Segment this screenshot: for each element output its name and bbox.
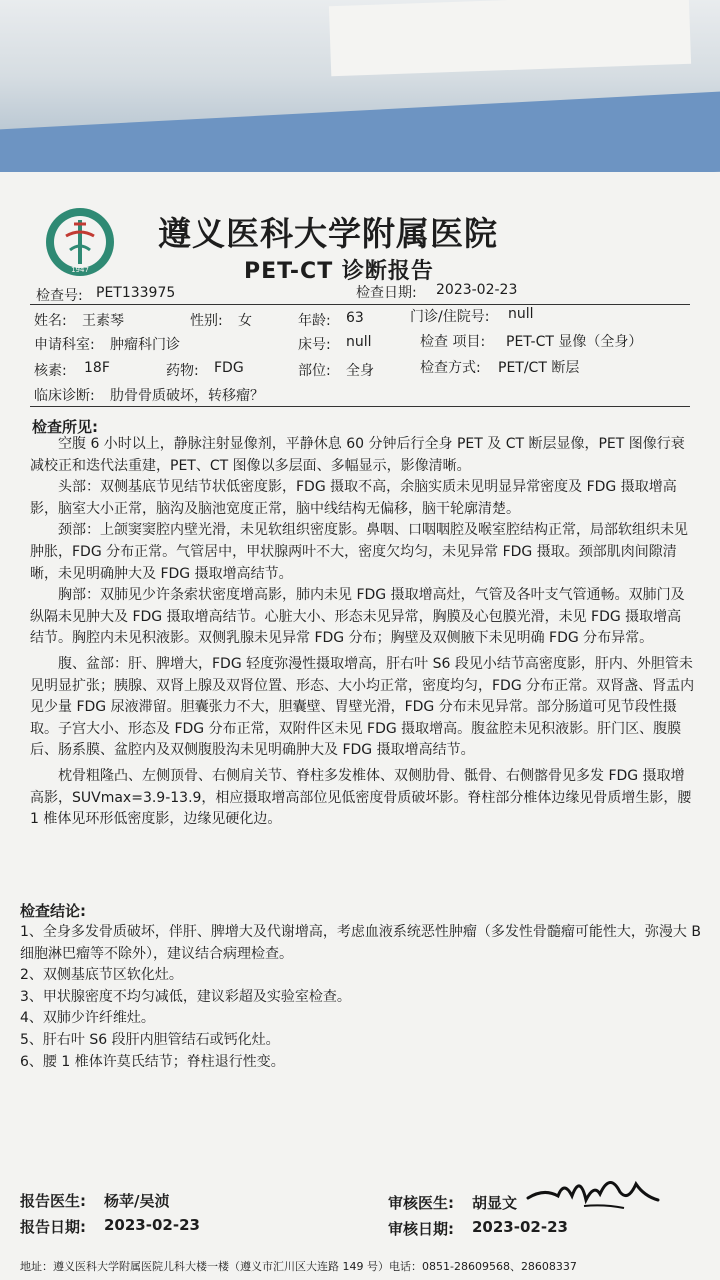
sex-value: 女	[238, 313, 252, 329]
doctor-name: 杨苹/吴浈	[104, 1192, 170, 1210]
conclusion-item: 1、全身多发骨质破坏，伴肝、脾增大及代谢增高，考虑血液系统恶性肿瘤（多发性骨髓瘤可能性大，弥漫大 B 细胞淋巴瘤等不除外），建议结合病理检查。	[20, 924, 701, 962]
nuclide-label: 核素:	[34, 363, 67, 379]
bed-label: 床号:	[298, 337, 331, 353]
clinic-value: null	[508, 306, 534, 322]
drug-value: FDG	[214, 360, 244, 376]
findings-body	[30, 434, 695, 831]
conclusion-heading: 检查结论:	[20, 902, 86, 920]
hospital-logo	[44, 206, 116, 278]
method-value: PET/CT 断层	[498, 360, 580, 376]
diagnosis-label: 临床诊断:	[34, 388, 95, 404]
item-value: PET-CT 显像（全身）	[506, 334, 643, 350]
exam-no-value: PET133975	[96, 285, 176, 301]
conclusion-item: 5、肝右叶 S6 段肝内胆管结石或钙化灶。	[20, 1031, 280, 1048]
item-label: 检查 项目:	[420, 334, 486, 350]
findings-heading: 检查所见:	[32, 418, 98, 436]
conclusion-item: 6、腰 1 椎体许莫氏结节；脊柱退行性变。	[20, 1053, 285, 1070]
age-value: 63	[346, 310, 364, 326]
reviewer-name: 胡显文	[472, 1194, 518, 1212]
dept-value: 肿瘤科门诊	[110, 337, 180, 353]
review-date-value: 2023-02-23	[472, 1218, 568, 1236]
review-date-label: 审核日期:	[388, 1220, 454, 1238]
dept-label: 申请科室:	[34, 337, 95, 353]
age-label: 年龄:	[298, 313, 331, 329]
conclusion-item: 2、双侧基底节区软化灶。	[20, 967, 183, 984]
name-label: 姓名:	[34, 313, 67, 329]
findings-head: 头部：双侧基底节见结节状低密度影，FDG 摄取不高，余脑实质未见明显异常密度及 FDG 摄取增高影，脑室大小正常，脑沟及脑池宽度正常，脑中线结构无偏移，脑干轮廓清楚。	[30, 479, 677, 517]
exam-date-label: 检查日期:	[356, 285, 417, 301]
header-divider	[30, 304, 690, 305]
logo-year-text: 1947	[71, 266, 89, 274]
findings-bone: 枕骨粗隆凸、左侧顶骨、右侧肩关节、脊柱多发椎体、双侧肋骨、骶骨、右侧髂骨见多发 FDG 摄取增高影，SUVmax=3.9-13.9，相应摄取增高部位见低密度骨质破坏影。脊柱部分椎体边缘见骨质增生影，腰 1 椎体见环形低密度影，边缘见硬化边。	[30, 767, 692, 828]
name-value: 王素琴	[82, 313, 124, 329]
nuclide-value: 18F	[84, 360, 110, 376]
hospital-name: 遵义医科大学附属医院	[158, 214, 498, 253]
doctor-label: 报告医生:	[20, 1192, 86, 1210]
conclusion-list	[20, 922, 710, 1073]
diagnosis-value: 肋骨骨质破坏，转移瘤？	[110, 388, 264, 404]
handwritten-signature	[524, 1166, 664, 1216]
report-title: PET-CT 诊断报告	[244, 259, 434, 284]
clinic-label: 门诊/住院号:	[410, 309, 490, 325]
findings-paragraph: 空腹 6 小时以上，静脉注射显像剂，平静休息 60 分钟后行全身 PET 及 CT 断层显像，PET 图像行衰减校正和迭代法重建，PET、CT 图像以多层面、多幅显示，影像清晰。	[30, 436, 685, 474]
footer-address: 地址：遵义医科大学附属医院儿科大楼一楼（遵义市汇川区大连路 149 号）电话：0851-28609568、28608337	[20, 1260, 577, 1273]
site-label: 部位:	[298, 363, 331, 379]
conclusion-item: 3、甲状腺密度不均匀减低，建议彩超及实验室检查。	[20, 988, 351, 1005]
info-divider	[30, 406, 690, 407]
site-value: 全身	[346, 363, 374, 379]
exam-no-label: 检查号:	[36, 288, 83, 304]
reviewer-label: 审核医生:	[388, 1194, 454, 1212]
report-date-label: 报告日期:	[20, 1218, 86, 1236]
exam-date-value: 2023-02-23	[436, 282, 518, 298]
findings-abdomen: 腹、盆部：肝、脾增大，FDG 轻度弥漫性摄取增高，肝右叶 S6 段见小结节高密度影，肝内、外胆管未见明显扩张；胰腺、双肾上腺及双肾位置、形态、大小均正常，密度均匀，FDG 分布正常。双肾盏、肾盂内见少量 FDG 尿液滞留。胆囊张力不大，胆囊壁、胃壁光滑，FDG 分布未见异常。部分肠道可见节段性摄取。子宫大小、形态及 FDG 分布正常，双附件区未见 FDG 摄取增高。腹盆腔未见积液影。肝门区、腹膜后、肠系膜、盆腔内及双侧腹股沟未见明确肿大及 FDG 摄取增高结节。	[30, 655, 695, 759]
findings-chest: 胸部：双肺见少许条索状密度增高影，肺内未见 FDG 摄取增高灶，气管及各叶支气管通畅。双肺门及纵隔未见肿大及 FDG 摄取增高结节。心脏大小、形态未见异常，胸膜及心包膜光滑，未见 FDG 摄取增高结节。胸腔内未见积液影。双侧乳腺未见异常 FDG 分布；胸壁及双侧腋下未见明确 FDG 分布异常。	[30, 587, 685, 647]
drug-label: 药物:	[166, 363, 199, 379]
findings-neck: 颈部：上颌窦窦腔内壁光滑，未见软组织密度影。鼻咽、口咽咽腔及喉室腔结构正常，局部软组织未见肿胀，FDG 分布正常。气管居中，甲状腺两叶不大，密度欠均匀，未见异常 FDG 摄取。颈部肌肉间隙清晰，未见明确肿大及 FDG 摄取增高结节。	[30, 522, 688, 582]
report-date-value: 2023-02-23	[104, 1216, 200, 1234]
conclusion-item: 4、双肺少许纤维灶。	[20, 1010, 155, 1027]
bed-value: null	[346, 334, 372, 350]
background-board	[329, 0, 691, 76]
sex-label: 性别:	[190, 313, 223, 329]
method-label: 检查方式:	[420, 360, 481, 376]
